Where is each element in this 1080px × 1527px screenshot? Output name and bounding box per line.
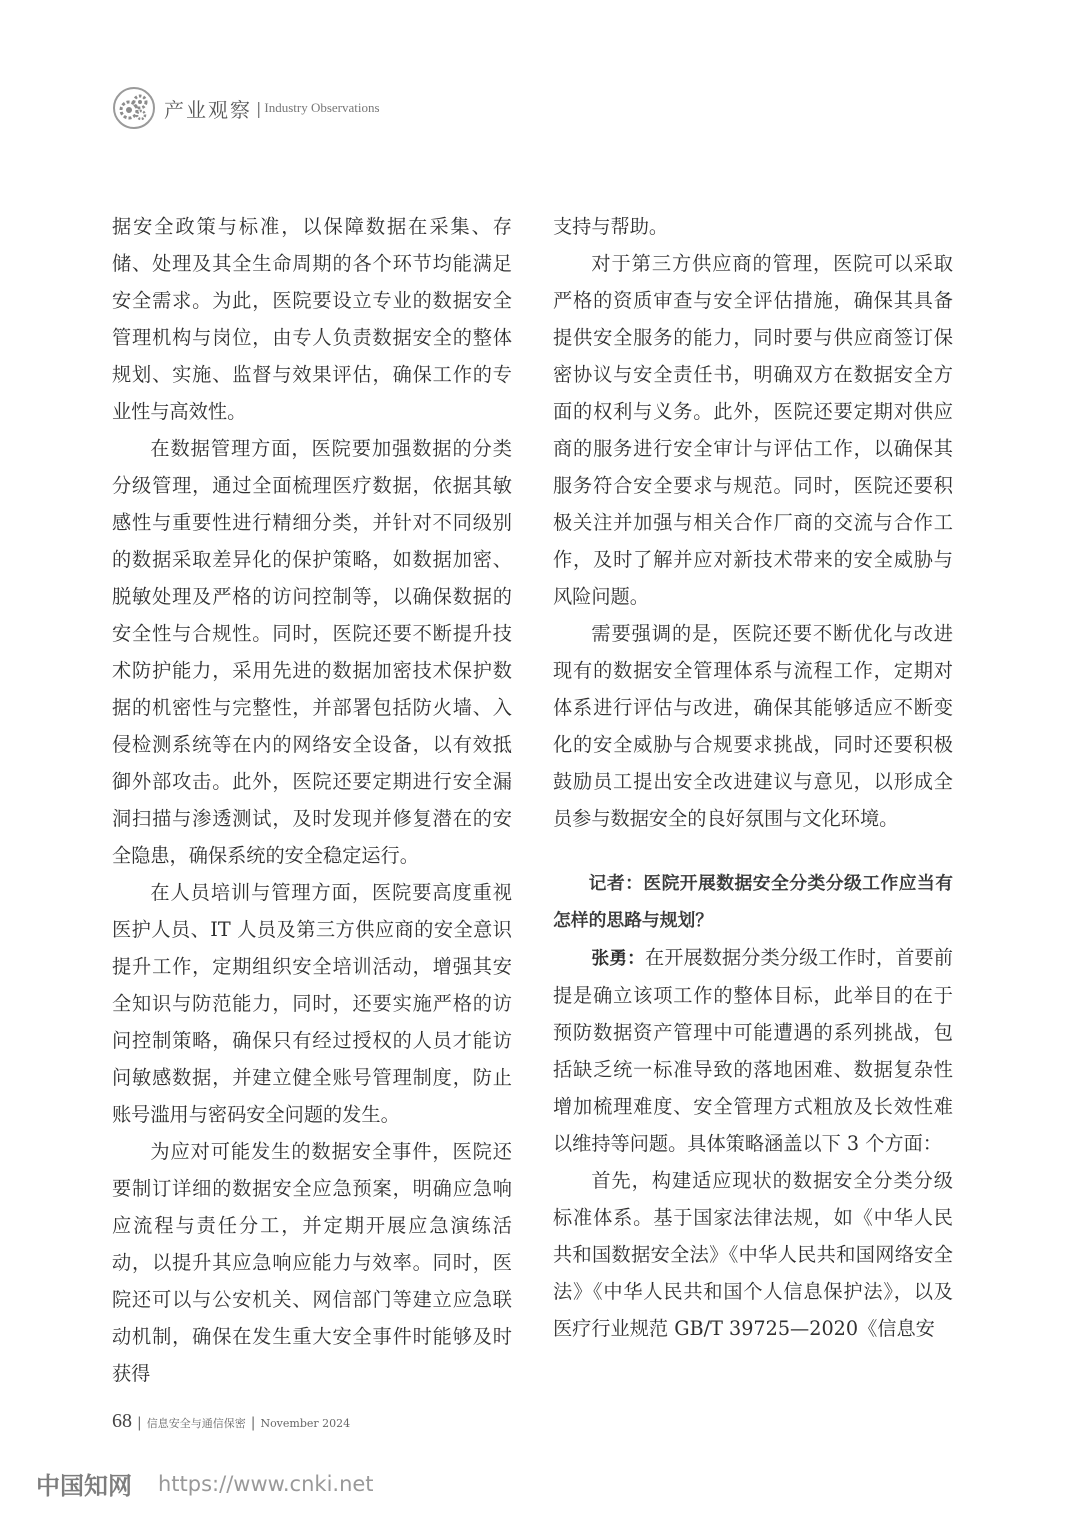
answer-paragraph (553, 939, 953, 1162)
gears-logo-icon (112, 86, 156, 130)
page-number: 68 (112, 1410, 132, 1432)
paragraph: 在数据管理方面，医院要加强数据的分类分级管理，通过全面梳理医疗数据，依据其敏感性与重要性进行精细分类，并针对不同级别的数据采取差异化的保护策略，如数据加密、脱敏处理及严格的访问控制等，以确保数据的安全性与合规性。同时，医院还要不断提升技术防护能力，采用先进的数据加密技术保护数据的机密性与完整性，并部署包括防火墙、入侵检测系统等在内的网络安全设备，以有效抵御外部攻击。此外，医院还要定期进行安全漏洞扫描与渗透测试，及时发现并修复潜在的安全隐患，确保系统的安全稳定运行。 (112, 437, 512, 867)
paragraph: 支持与帮助。 (553, 215, 669, 238)
footer-separator: | (250, 1415, 256, 1431)
footer-separator: | (137, 1415, 142, 1431)
speaker-name: 张勇： (591, 948, 645, 969)
watermark-logo: 中国知网 (36, 1472, 132, 1500)
section-title-zh: 产业观察 (164, 97, 252, 122)
watermark-url: https://www.cnki.net (158, 1471, 374, 1496)
page-footer (112, 1410, 350, 1433)
answer-text: 在开展数据分类分级工作时，首要前提是确立该项工作的整体目标，此举目的在于预防数据资产管理中可能遭遇的系列挑战，包括缺乏统一标准导致的落地困难、数据复杂性增加梳理难度、安全管理方式粗放及长效性难以维持等问题。具体策略涵盖以下 3 个方面： (553, 946, 953, 1155)
right-column (553, 208, 953, 1347)
paragraph: 在人员培训与管理方面，医院要高度重视医护人员、IT 人员及第三方供应商的安全意识提升工作，定期组织安全培训活动，增强其安全知识与防范能力，同时，还要实施严格的访问控制策略，确保只有经过授权的人员才能访问敏感数据，并建立健全账号管理制度，防止账号滥用与密码安全问题的发生。 (112, 881, 512, 1126)
issue-date: November 2024 (260, 1417, 351, 1430)
paragraph: 为应对可能发生的数据安全事件，医院还要制订详细的数据安全应急预案，明确应急响应流程与责任分工，并定期开展应急演练活动，以提升其应急响应能力与效率。同时，医院还可以与公安机关、网信部门等建立应急联动机制，确保在发生重大安全事件时能够及时获得 (112, 1140, 512, 1385)
left-column (112, 208, 512, 1392)
paragraph: 首先，构建适应现状的数据安全分类分级标准体系。基于国家法律法规，如《中华人民共和国数据安全法》《中华人民共和国网络安全法》《中华人民共和国个人信息保护法》，以及医疗行业规范 GB/T 39725—2020《信息安 (553, 1169, 953, 1340)
header-separator: | (256, 98, 262, 118)
paragraph: 据安全政策与标准，以保障数据在采集、存储、处理及其全生命周期的各个环节均能满足安全需求。为此，医院要设立专业的数据安全管理机构与岗位，由专人负责数据安全的整体规划、实施、监督与效果评估，确保工作的专业性与高效性。 (112, 215, 512, 423)
section-title-en: Industry Observations (264, 100, 380, 115)
cnki-watermark (36, 1466, 374, 1501)
journal-name: 信息安全与通信保密 (146, 1417, 246, 1430)
paragraph: 对于第三方供应商的管理，医院可以采取严格的资质审查与安全评估措施，确保其具备提供安全服务的能力，同时要与供应商签订保密协议与安全责任书，明确双方在数据安全方面的权利与义务。此外，医院还要定期对供应商的服务进行安全审计与评估工作，以确保其服务符合安全要求与规范。同时，医院还要积极关注并加强与相关合作厂商的交流与合作工作，及时了解并应对新技术带来的安全威胁与风险问题。 (553, 252, 953, 608)
paragraph: 需要强调的是，医院还要不断优化与改进现有的数据安全管理体系与流程工作，定期对体系进行评估与改进，确保其能够适应不断变化的安全威胁与合规要求挑战，同时还要积极鼓励员工提出安全改进建议与意见，以形成全员参与数据安全的良好氛围与文化环境。 (553, 622, 953, 830)
interview-question: 记者：医院开展数据安全分类分级工作应当有怎样的思路与规划？ (553, 873, 953, 931)
section-header (112, 86, 380, 130)
